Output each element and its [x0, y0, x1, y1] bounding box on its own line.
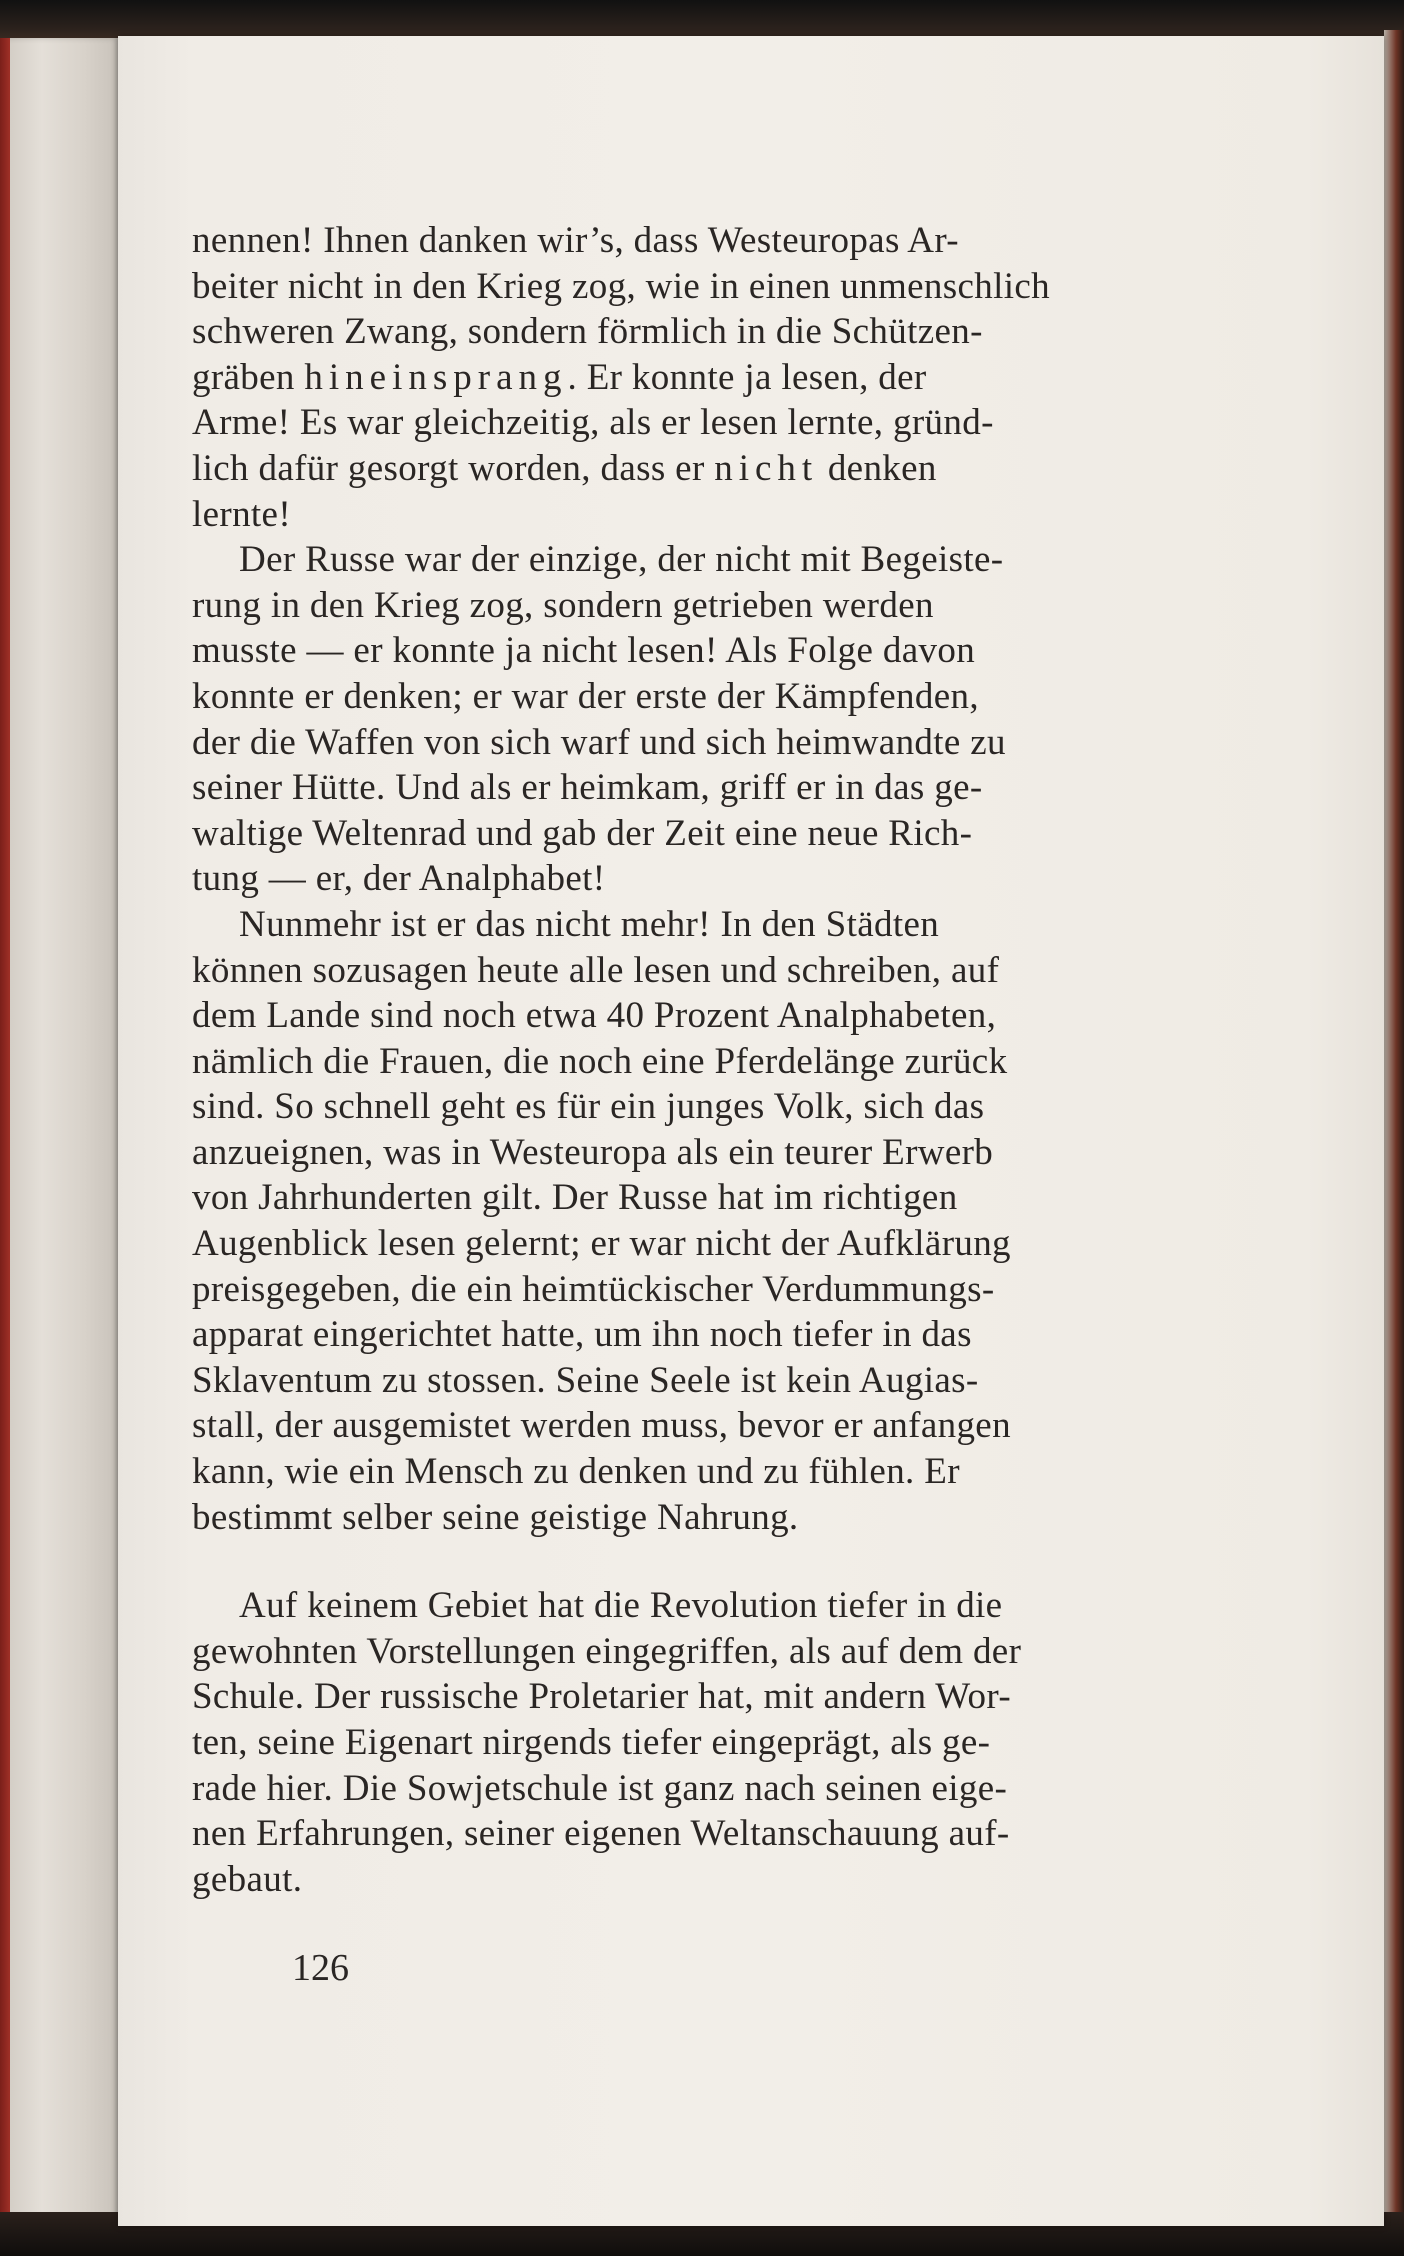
text-line: beiter nicht in den Krieg zog, wie in einen unmenschlich: [192, 265, 1051, 307]
text-line: gewohnten Vorstellungen eingegriffen, als auf dem der: [192, 1630, 1022, 1672]
text-line: waltige Weltenrad und gab der Zeit eine neue Rich-: [192, 812, 973, 854]
text-fragment: gräben: [192, 356, 305, 398]
text-line: apparat eingerichtet hatte, um ihn noch tiefer in das: [192, 1314, 972, 1356]
text-line: Augenblick lesen gelernt; er war nicht der Aufklärung: [192, 1223, 1011, 1265]
book-cover-edge-right: [1384, 30, 1404, 2230]
text-line: nennen! Ihnen danken wir’s, dass Westeuropas Ar-: [192, 220, 959, 261]
paragraph-gap: [192, 1540, 1342, 1583]
text-line: Nunmehr ist er das nicht mehr! In den Städten: [239, 903, 940, 945]
text-line: lernte!: [192, 493, 291, 535]
text-line: rade hier. Die Sowjetschule ist ganz nach seinen eige-: [192, 1767, 1008, 1809]
text-line: seiner Hütte. Und als er heimkam, griff er in das ge-: [192, 767, 983, 809]
text-line: nämlich die Frauen, die noch eine Pferdelänge zurück: [192, 1040, 1008, 1082]
book-page-edges-left: [0, 38, 120, 2223]
text-line: kann, wie ein Mensch zu denken und zu fühlen. Er: [192, 1451, 960, 1493]
emphasized-word: nicht: [714, 447, 819, 489]
text-line: sind. So schnell geht es für ein junges Volk, sich das: [192, 1086, 985, 1128]
text-line: nen Erfahrungen, seiner eigenen Weltanschauung auf-: [192, 1813, 1010, 1855]
page-number: 126: [292, 1947, 349, 1989]
text-line: stall, der ausgemistet werden muss, bevor er anfangen: [192, 1405, 1011, 1447]
text-line: tung — er, der Analphabet!: [192, 858, 606, 900]
emphasized-word: hineinsprang: [304, 356, 568, 398]
text-line: musste — er konnte ja nicht lesen! Als Folge davon: [192, 630, 976, 672]
text-line: dem Lande sind noch etwa 40 Prozent Analphabeten,: [192, 995, 997, 1037]
scan-top-border: [0, 0, 1404, 40]
text-line: anzueignen, was in Westeuropa als ein teurer Erwerb: [192, 1131, 994, 1173]
text-line: bestimmt selber seine geistige Nahrung.: [192, 1496, 799, 1538]
text-line: Sklaventum zu stossen. Seine Seele ist kein Augias-: [192, 1359, 979, 1401]
text-fragment: lich dafür gesorgt worden, dass er: [192, 447, 715, 489]
text-line: der die Waffen von sich warf und sich heimwandte zu: [192, 721, 1006, 763]
text-line: Schule. Der russische Proletarier hat, mit andern Wor-: [192, 1676, 1012, 1718]
text-line: gebaut.: [192, 1858, 303, 1900]
page-body-text: [192, 218, 1342, 1902]
text-line: Auf keinem Gebiet hat die Revolution tiefer in die: [239, 1585, 1003, 1627]
text-line: Arme! Es war gleichzeitig, als er lesen lernte, gründ-: [192, 402, 994, 444]
text-line: konnte er denken; er war der erste der Kämpfenden,: [192, 675, 979, 717]
text-line: rung in den Krieg zog, sondern getrieben werden: [192, 584, 934, 626]
text-line: preisgegeben, die ein heimtückischer Verdummungs-: [192, 1268, 995, 1310]
text-line: [192, 446, 1342, 492]
text-line: Der Russe war der einzige, der nicht mit Begeiste-: [239, 539, 1004, 581]
text-fragment: denken: [818, 447, 937, 489]
text-fragment: . Er konnte ja lesen, der: [567, 356, 927, 398]
text-line: können sozusagen heute alle lesen und schreiben, auf: [192, 949, 1000, 991]
text-line: von Jahrhunderten gilt. Der Russe hat im richtigen: [192, 1177, 958, 1219]
text-line: ten, seine Eigenart nirgends tiefer eingeprägt, als ge-: [192, 1722, 991, 1763]
text-line: [192, 355, 1342, 401]
text-line: schweren Zwang, sondern förmlich in die Schützen-: [192, 311, 983, 353]
